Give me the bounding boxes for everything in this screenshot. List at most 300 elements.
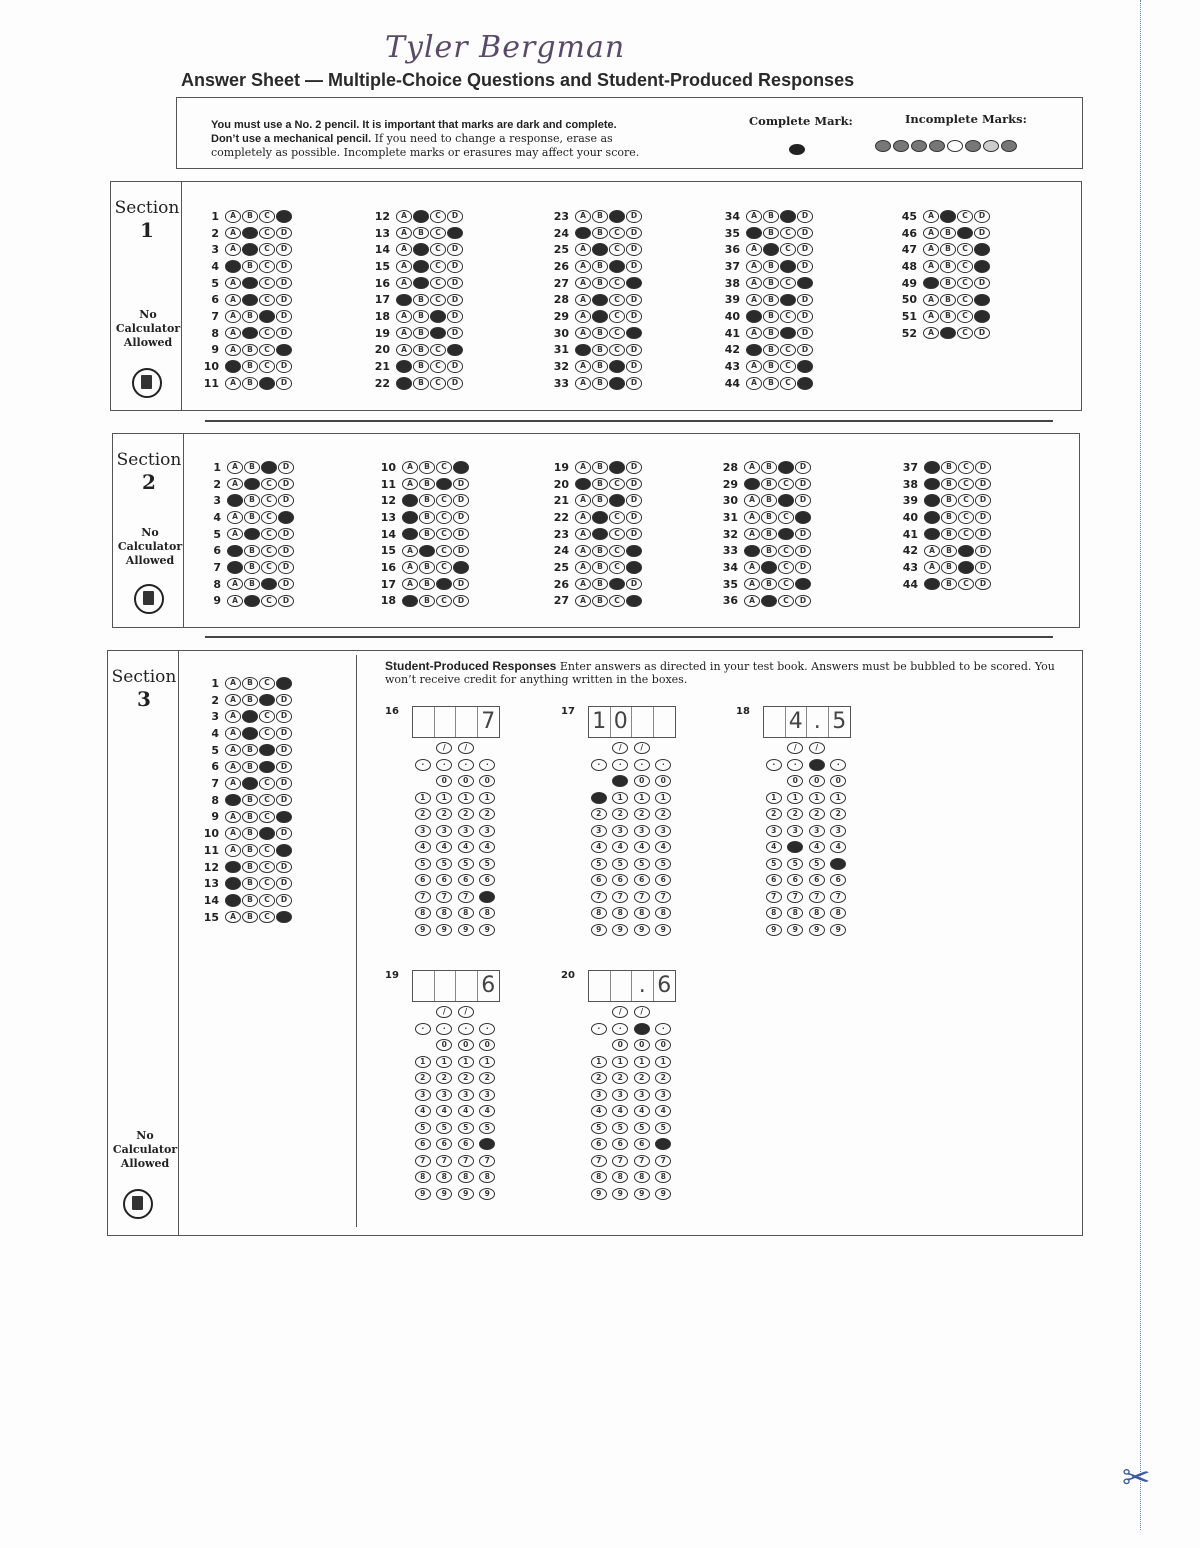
answer-bubble-c[interactable]: C xyxy=(780,243,796,256)
spr-bubble[interactable]: 8 xyxy=(634,907,650,919)
spr-answer-box[interactable] xyxy=(456,707,478,737)
answer-bubble-c[interactable]: C xyxy=(261,478,277,491)
answer-bubble-c[interactable]: C xyxy=(778,545,794,558)
answer-bubble-d[interactable]: D xyxy=(797,227,813,240)
answer-bubble-d[interactable]: D xyxy=(276,227,292,240)
answer-bubble-d[interactable]: D xyxy=(626,210,642,223)
answer-bubble-a[interactable]: A xyxy=(225,360,241,373)
answer-bubble-b[interactable]: B xyxy=(419,511,435,524)
answer-bubble-b[interactable]: B xyxy=(941,561,957,574)
answer-bubble-a[interactable]: A xyxy=(402,561,418,574)
answer-bubble-c[interactable]: C xyxy=(958,578,974,591)
answer-bubble-a[interactable]: A xyxy=(746,277,762,290)
answer-bubble-c[interactable]: C xyxy=(609,561,625,574)
spr-bubble[interactable]: 4 xyxy=(591,841,607,853)
spr-bubble[interactable]: 6 xyxy=(591,874,607,886)
answer-bubble-d[interactable]: D xyxy=(276,777,292,790)
answer-bubble-a[interactable]: A xyxy=(225,794,241,807)
spr-bubble[interactable]: 4 xyxy=(787,841,803,853)
answer-bubble-a[interactable]: A xyxy=(924,461,940,474)
answer-bubble-b[interactable]: B xyxy=(592,578,608,591)
answer-bubble-b[interactable]: B xyxy=(419,528,435,541)
answer-bubble-c[interactable]: C xyxy=(259,677,275,690)
answer-bubble-c[interactable]: C xyxy=(259,377,275,390)
answer-bubble-c[interactable]: C xyxy=(609,545,625,558)
spr-bubble[interactable]: 3 xyxy=(479,825,495,837)
spr-bubble[interactable]: 9 xyxy=(458,1188,474,1200)
answer-bubble-d[interactable]: D xyxy=(797,294,813,307)
answer-bubble-c[interactable]: C xyxy=(609,478,625,491)
answer-bubble-d[interactable]: D xyxy=(276,844,292,857)
spr-bubble[interactable]: 7 xyxy=(612,891,628,903)
answer-bubble-c[interactable]: C xyxy=(436,461,452,474)
spr-bubble[interactable]: · xyxy=(591,759,607,771)
answer-bubble-c[interactable]: C xyxy=(609,210,625,223)
spr-bubble[interactable]: 1 xyxy=(458,1056,474,1068)
spr-bubble[interactable]: 9 xyxy=(655,1188,671,1200)
spr-bubble[interactable]: 7 xyxy=(479,891,495,903)
answer-bubble-a[interactable]: A xyxy=(923,210,939,223)
answer-bubble-b[interactable]: B xyxy=(761,545,777,558)
answer-bubble-b[interactable]: B xyxy=(940,327,956,340)
spr-bubble[interactable]: 5 xyxy=(809,858,825,870)
spr-answer-box[interactable] xyxy=(456,971,478,1001)
answer-bubble-d[interactable]: D xyxy=(626,294,642,307)
answer-bubble-a[interactable]: A xyxy=(396,210,412,223)
spr-bubble[interactable]: · xyxy=(591,1023,607,1035)
answer-bubble-c[interactable]: C xyxy=(958,545,974,558)
spr-answer-box[interactable]: 0 xyxy=(611,707,633,737)
answer-bubble-c[interactable]: C xyxy=(430,310,446,323)
spr-bubble[interactable]: 5 xyxy=(787,858,803,870)
spr-bubble[interactable]: / xyxy=(634,742,650,754)
answer-bubble-b[interactable]: B xyxy=(941,511,957,524)
answer-bubble-a[interactable]: A xyxy=(923,327,939,340)
answer-bubble-a[interactable]: A xyxy=(923,277,939,290)
answer-bubble-c[interactable]: C xyxy=(778,511,794,524)
answer-bubble-a[interactable]: A xyxy=(225,911,241,924)
answer-bubble-c[interactable]: C xyxy=(436,578,452,591)
answer-bubble-b[interactable]: B xyxy=(244,578,260,591)
answer-bubble-c[interactable]: C xyxy=(778,595,794,608)
answer-bubble-b[interactable]: B xyxy=(940,260,956,273)
spr-bubble[interactable]: 9 xyxy=(655,924,671,936)
spr-bubble[interactable]: · xyxy=(612,759,628,771)
answer-bubble-d[interactable]: D xyxy=(278,494,294,507)
spr-bubble[interactable]: 7 xyxy=(458,891,474,903)
answer-bubble-a[interactable]: A xyxy=(227,545,243,558)
spr-bubble[interactable]: 0 xyxy=(634,775,650,787)
answer-bubble-b[interactable]: B xyxy=(592,561,608,574)
answer-bubble-b[interactable]: B xyxy=(413,377,429,390)
spr-bubble[interactable]: 0 xyxy=(787,775,803,787)
spr-bubble[interactable]: 1 xyxy=(479,1056,495,1068)
spr-bubble[interactable]: 7 xyxy=(415,1155,431,1167)
answer-bubble-c[interactable]: C xyxy=(436,494,452,507)
answer-bubble-b[interactable]: B xyxy=(763,327,779,340)
answer-bubble-a[interactable]: A xyxy=(575,528,591,541)
answer-bubble-b[interactable]: B xyxy=(592,277,608,290)
answer-bubble-c[interactable]: C xyxy=(957,260,973,273)
answer-bubble-b[interactable]: B xyxy=(244,511,260,524)
answer-bubble-a[interactable]: A xyxy=(575,327,591,340)
answer-bubble-c[interactable]: C xyxy=(259,327,275,340)
spr-bubble[interactable]: 9 xyxy=(634,1188,650,1200)
spr-answer-box[interactable] xyxy=(589,971,611,1001)
answer-bubble-c[interactable]: C xyxy=(261,528,277,541)
answer-bubble-a[interactable]: A xyxy=(225,694,241,707)
answer-bubble-d[interactable]: D xyxy=(453,545,469,558)
answer-bubble-a[interactable]: A xyxy=(225,277,241,290)
answer-bubble-b[interactable]: B xyxy=(242,243,258,256)
answer-bubble-a[interactable]: A xyxy=(225,844,241,857)
answer-bubble-b[interactable]: B xyxy=(940,277,956,290)
answer-bubble-c[interactable]: C xyxy=(259,861,275,874)
answer-bubble-a[interactable]: A xyxy=(396,360,412,373)
answer-bubble-b[interactable]: B xyxy=(413,277,429,290)
spr-bubble[interactable]: · xyxy=(787,759,803,771)
answer-bubble-c[interactable]: C xyxy=(778,494,794,507)
answer-bubble-c[interactable]: C xyxy=(436,561,452,574)
spr-bubble[interactable]: 6 xyxy=(458,874,474,886)
spr-bubble[interactable]: 1 xyxy=(415,792,431,804)
answer-bubble-b[interactable]: B xyxy=(413,344,429,357)
answer-bubble-c[interactable]: C xyxy=(436,545,452,558)
answer-bubble-c[interactable]: C xyxy=(780,227,796,240)
answer-bubble-b[interactable]: B xyxy=(763,243,779,256)
spr-bubble[interactable]: 4 xyxy=(479,1105,495,1117)
answer-bubble-d[interactable]: D xyxy=(453,461,469,474)
spr-bubble[interactable]: / xyxy=(787,742,803,754)
answer-bubble-d[interactable]: D xyxy=(626,545,642,558)
answer-bubble-d[interactable]: D xyxy=(278,461,294,474)
answer-bubble-a[interactable]: A xyxy=(225,377,241,390)
answer-bubble-d[interactable]: D xyxy=(797,210,813,223)
spr-bubble[interactable]: 7 xyxy=(655,891,671,903)
spr-answer-box[interactable] xyxy=(413,707,435,737)
answer-bubble-d[interactable]: D xyxy=(276,360,292,373)
spr-bubble[interactable]: 8 xyxy=(766,907,782,919)
answer-bubble-c[interactable]: C xyxy=(259,310,275,323)
spr-bubble[interactable]: 3 xyxy=(612,1089,628,1101)
spr-bubble[interactable]: 2 xyxy=(766,808,782,820)
spr-bubble[interactable]: 8 xyxy=(458,1171,474,1183)
spr-bubble[interactable]: 2 xyxy=(458,808,474,820)
answer-bubble-c[interactable]: C xyxy=(259,811,275,824)
spr-bubble[interactable]: 7 xyxy=(634,1155,650,1167)
spr-bubble[interactable]: 2 xyxy=(458,1072,474,1084)
spr-bubble[interactable]: 9 xyxy=(591,1188,607,1200)
answer-bubble-a[interactable]: A xyxy=(746,227,762,240)
spr-bubble[interactable]: · xyxy=(634,1023,650,1035)
answer-bubble-d[interactable]: D xyxy=(795,545,811,558)
spr-answer-box[interactable]: 6 xyxy=(657,973,672,998)
spr-bubble[interactable]: 2 xyxy=(612,1072,628,1084)
spr-bubble[interactable]: 5 xyxy=(655,858,671,870)
spr-bubble[interactable]: · xyxy=(655,1023,671,1035)
answer-bubble-d[interactable]: D xyxy=(797,344,813,357)
spr-bubble[interactable]: 0 xyxy=(479,1039,495,1051)
spr-bubble[interactable]: 4 xyxy=(458,841,474,853)
answer-bubble-a[interactable]: A xyxy=(225,811,241,824)
spr-bubble[interactable]: 1 xyxy=(479,792,495,804)
answer-bubble-c[interactable]: C xyxy=(261,545,277,558)
answer-bubble-d[interactable]: D xyxy=(276,794,292,807)
answer-bubble-d[interactable]: D xyxy=(626,377,642,390)
spr-bubble[interactable]: / xyxy=(809,742,825,754)
answer-bubble-d[interactable]: D xyxy=(278,595,294,608)
answer-bubble-c[interactable]: C xyxy=(780,344,796,357)
answer-bubble-c[interactable]: C xyxy=(430,243,446,256)
answer-bubble-a[interactable]: A xyxy=(575,294,591,307)
answer-bubble-c[interactable]: C xyxy=(259,694,275,707)
answer-bubble-b[interactable]: B xyxy=(763,210,779,223)
answer-bubble-c[interactable]: C xyxy=(259,761,275,774)
answer-bubble-c[interactable]: C xyxy=(957,294,973,307)
spr-bubble[interactable]: 2 xyxy=(655,808,671,820)
answer-bubble-b[interactable]: B xyxy=(940,210,956,223)
spr-bubble[interactable]: 1 xyxy=(787,792,803,804)
answer-bubble-d[interactable]: D xyxy=(276,694,292,707)
answer-bubble-a[interactable]: A xyxy=(225,310,241,323)
spr-bubble[interactable]: 6 xyxy=(655,874,671,886)
spr-bubble[interactable]: 3 xyxy=(766,825,782,837)
answer-bubble-c[interactable]: C xyxy=(261,461,277,474)
answer-bubble-d[interactable]: D xyxy=(453,478,469,491)
answer-bubble-a[interactable]: A xyxy=(402,545,418,558)
spr-bubble[interactable]: 4 xyxy=(634,1105,650,1117)
answer-bubble-b[interactable]: B xyxy=(242,811,258,824)
answer-bubble-d[interactable]: D xyxy=(276,310,292,323)
spr-bubble[interactable]: 3 xyxy=(591,1089,607,1101)
answer-bubble-a[interactable]: A xyxy=(746,377,762,390)
answer-bubble-c[interactable]: C xyxy=(430,210,446,223)
spr-bubble[interactable]: 9 xyxy=(479,1188,495,1200)
answer-bubble-c[interactable]: C xyxy=(609,243,625,256)
spr-bubble[interactable]: · xyxy=(766,759,782,771)
spr-bubble[interactable]: 2 xyxy=(436,1072,452,1084)
answer-bubble-b[interactable]: B xyxy=(592,327,608,340)
spr-bubble[interactable]: 0 xyxy=(655,1039,671,1051)
answer-bubble-c[interactable]: C xyxy=(259,911,275,924)
answer-bubble-c[interactable]: C xyxy=(780,377,796,390)
answer-bubble-c[interactable]: C xyxy=(609,327,625,340)
answer-bubble-a[interactable]: A xyxy=(744,545,760,558)
answer-bubble-b[interactable]: B xyxy=(592,243,608,256)
answer-bubble-d[interactable]: D xyxy=(626,277,642,290)
spr-bubble[interactable]: 7 xyxy=(479,1155,495,1167)
spr-bubble[interactable]: 2 xyxy=(830,808,846,820)
answer-bubble-b[interactable]: B xyxy=(419,545,435,558)
answer-bubble-b[interactable]: B xyxy=(761,511,777,524)
spr-answer-box[interactable]: . xyxy=(632,971,654,1001)
answer-bubble-b[interactable]: B xyxy=(244,478,260,491)
spr-bubble[interactable]: 4 xyxy=(415,1105,431,1117)
spr-bubble[interactable]: 4 xyxy=(655,1105,671,1117)
spr-bubble[interactable]: 3 xyxy=(436,1089,452,1101)
answer-bubble-c[interactable]: C xyxy=(957,227,973,240)
answer-bubble-a[interactable]: A xyxy=(746,243,762,256)
answer-bubble-c[interactable]: C xyxy=(430,294,446,307)
spr-bubble[interactable]: 4 xyxy=(634,841,650,853)
answer-bubble-a[interactable]: A xyxy=(225,727,241,740)
spr-bubble[interactable]: / xyxy=(612,742,628,754)
answer-bubble-d[interactable]: D xyxy=(276,710,292,723)
spr-bubble[interactable]: 1 xyxy=(809,792,825,804)
answer-bubble-b[interactable]: B xyxy=(592,461,608,474)
answer-bubble-a[interactable]: A xyxy=(575,360,591,373)
answer-bubble-a[interactable]: A xyxy=(402,511,418,524)
answer-bubble-a[interactable]: A xyxy=(227,494,243,507)
answer-bubble-b[interactable]: B xyxy=(592,478,608,491)
answer-bubble-b[interactable]: B xyxy=(419,561,435,574)
answer-bubble-c[interactable]: C xyxy=(958,461,974,474)
spr-bubble[interactable]: 9 xyxy=(591,924,607,936)
answer-bubble-b[interactable]: B xyxy=(761,578,777,591)
spr-bubble[interactable]: 1 xyxy=(634,792,650,804)
spr-bubble[interactable]: 3 xyxy=(415,1089,431,1101)
answer-bubble-b[interactable]: B xyxy=(592,545,608,558)
spr-bubble[interactable]: · xyxy=(458,759,474,771)
answer-bubble-c[interactable]: C xyxy=(780,210,796,223)
spr-bubble[interactable]: 5 xyxy=(591,858,607,870)
answer-bubble-b[interactable]: B xyxy=(242,861,258,874)
spr-bubble[interactable]: 5 xyxy=(436,858,452,870)
answer-bubble-d[interactable]: D xyxy=(797,377,813,390)
spr-bubble[interactable]: 3 xyxy=(436,825,452,837)
spr-bubble[interactable]: 3 xyxy=(479,1089,495,1101)
answer-bubble-d[interactable]: D xyxy=(447,260,463,273)
answer-bubble-b[interactable]: B xyxy=(592,511,608,524)
answer-bubble-b[interactable]: B xyxy=(761,478,777,491)
answer-bubble-a[interactable]: A xyxy=(227,561,243,574)
answer-bubble-d[interactable]: D xyxy=(974,227,990,240)
answer-bubble-a[interactable]: A xyxy=(225,744,241,757)
answer-bubble-a[interactable]: A xyxy=(225,294,241,307)
answer-bubble-c[interactable]: C xyxy=(259,894,275,907)
spr-bubble[interactable]: 8 xyxy=(634,1171,650,1183)
answer-bubble-d[interactable]: D xyxy=(278,545,294,558)
spr-bubble[interactable]: 1 xyxy=(591,1056,607,1068)
answer-bubble-a[interactable]: A xyxy=(225,260,241,273)
spr-bubble[interactable]: 9 xyxy=(766,924,782,936)
answer-bubble-c[interactable]: C xyxy=(259,744,275,757)
answer-bubble-a[interactable]: A xyxy=(227,478,243,491)
spr-bubble[interactable]: 2 xyxy=(479,808,495,820)
spr-bubble[interactable]: 2 xyxy=(591,1072,607,1084)
spr-bubble[interactable]: 3 xyxy=(591,825,607,837)
answer-bubble-c[interactable]: C xyxy=(436,595,452,608)
spr-bubble[interactable]: 8 xyxy=(809,907,825,919)
spr-bubble[interactable]: 0 xyxy=(436,775,452,787)
answer-bubble-b[interactable]: B xyxy=(592,595,608,608)
spr-bubble[interactable]: 6 xyxy=(634,1138,650,1150)
spr-bubble[interactable]: 3 xyxy=(612,825,628,837)
spr-bubble[interactable]: 8 xyxy=(591,1171,607,1183)
answer-bubble-c[interactable]: C xyxy=(261,511,277,524)
answer-bubble-b[interactable]: B xyxy=(242,844,258,857)
answer-bubble-b[interactable]: B xyxy=(941,528,957,541)
answer-bubble-d[interactable]: D xyxy=(975,561,991,574)
answer-bubble-d[interactable]: D xyxy=(453,494,469,507)
answer-bubble-a[interactable]: A xyxy=(575,545,591,558)
spr-bubble[interactable]: 6 xyxy=(830,874,846,886)
spr-bubble[interactable]: 1 xyxy=(458,792,474,804)
spr-bubble[interactable]: 6 xyxy=(479,874,495,886)
answer-bubble-a[interactable]: A xyxy=(225,210,241,223)
answer-bubble-a[interactable]: A xyxy=(227,595,243,608)
answer-bubble-a[interactable]: A xyxy=(225,877,241,890)
answer-bubble-d[interactable]: D xyxy=(276,243,292,256)
answer-bubble-c[interactable]: C xyxy=(957,277,973,290)
answer-bubble-b[interactable]: B xyxy=(763,277,779,290)
answer-bubble-b[interactable]: B xyxy=(419,578,435,591)
answer-bubble-d[interactable]: D xyxy=(276,861,292,874)
answer-bubble-c[interactable]: C xyxy=(261,494,277,507)
answer-bubble-c[interactable]: C xyxy=(609,260,625,273)
spr-bubble[interactable]: 0 xyxy=(436,1039,452,1051)
answer-bubble-a[interactable]: A xyxy=(225,861,241,874)
answer-bubble-a[interactable]: A xyxy=(402,578,418,591)
answer-bubble-a[interactable]: A xyxy=(575,344,591,357)
answer-bubble-d[interactable]: D xyxy=(795,561,811,574)
spr-bubble[interactable]: 2 xyxy=(436,808,452,820)
answer-bubble-a[interactable]: A xyxy=(225,227,241,240)
spr-bubble[interactable]: 0 xyxy=(458,1039,474,1051)
spr-answer-box[interactable]: 7 xyxy=(481,709,496,734)
spr-bubble[interactable]: 5 xyxy=(415,1122,431,1134)
answer-bubble-c[interactable]: C xyxy=(259,844,275,857)
answer-bubble-c[interactable]: C xyxy=(780,360,796,373)
spr-bubble[interactable]: 1 xyxy=(415,1056,431,1068)
spr-bubble[interactable]: · xyxy=(809,759,825,771)
answer-bubble-a[interactable]: A xyxy=(227,528,243,541)
answer-bubble-b[interactable]: B xyxy=(592,260,608,273)
answer-bubble-a[interactable]: A xyxy=(744,528,760,541)
answer-bubble-b[interactable]: B xyxy=(242,744,258,757)
answer-bubble-b[interactable]: B xyxy=(242,677,258,690)
answer-bubble-d[interactable]: D xyxy=(797,243,813,256)
answer-bubble-c[interactable]: C xyxy=(261,561,277,574)
answer-bubble-c[interactable]: C xyxy=(957,327,973,340)
answer-bubble-d[interactable]: D xyxy=(453,511,469,524)
answer-bubble-a[interactable]: A xyxy=(225,344,241,357)
answer-bubble-d[interactable]: D xyxy=(447,210,463,223)
spr-bubble[interactable]: 5 xyxy=(458,1122,474,1134)
answer-bubble-b[interactable]: B xyxy=(592,310,608,323)
answer-bubble-d[interactable]: D xyxy=(974,294,990,307)
answer-bubble-d[interactable]: D xyxy=(276,377,292,390)
spr-bubble[interactable]: 4 xyxy=(436,1105,452,1117)
spr-bubble[interactable]: / xyxy=(458,742,474,754)
answer-bubble-b[interactable]: B xyxy=(242,210,258,223)
spr-bubble[interactable]: 1 xyxy=(634,1056,650,1068)
answer-bubble-b[interactable]: B xyxy=(941,494,957,507)
answer-bubble-d[interactable]: D xyxy=(447,310,463,323)
answer-bubble-d[interactable]: D xyxy=(276,761,292,774)
spr-bubble[interactable]: 4 xyxy=(612,841,628,853)
answer-bubble-d[interactable]: D xyxy=(974,277,990,290)
answer-bubble-d[interactable]: D xyxy=(278,478,294,491)
spr-bubble[interactable]: 0 xyxy=(612,775,628,787)
answer-bubble-d[interactable]: D xyxy=(278,561,294,574)
spr-bubble[interactable]: 0 xyxy=(458,775,474,787)
spr-bubble[interactable]: · xyxy=(479,759,495,771)
spr-bubble[interactable]: · xyxy=(415,759,431,771)
answer-bubble-a[interactable]: A xyxy=(402,461,418,474)
answer-bubble-c[interactable]: C xyxy=(609,294,625,307)
answer-bubble-c[interactable]: C xyxy=(259,877,275,890)
